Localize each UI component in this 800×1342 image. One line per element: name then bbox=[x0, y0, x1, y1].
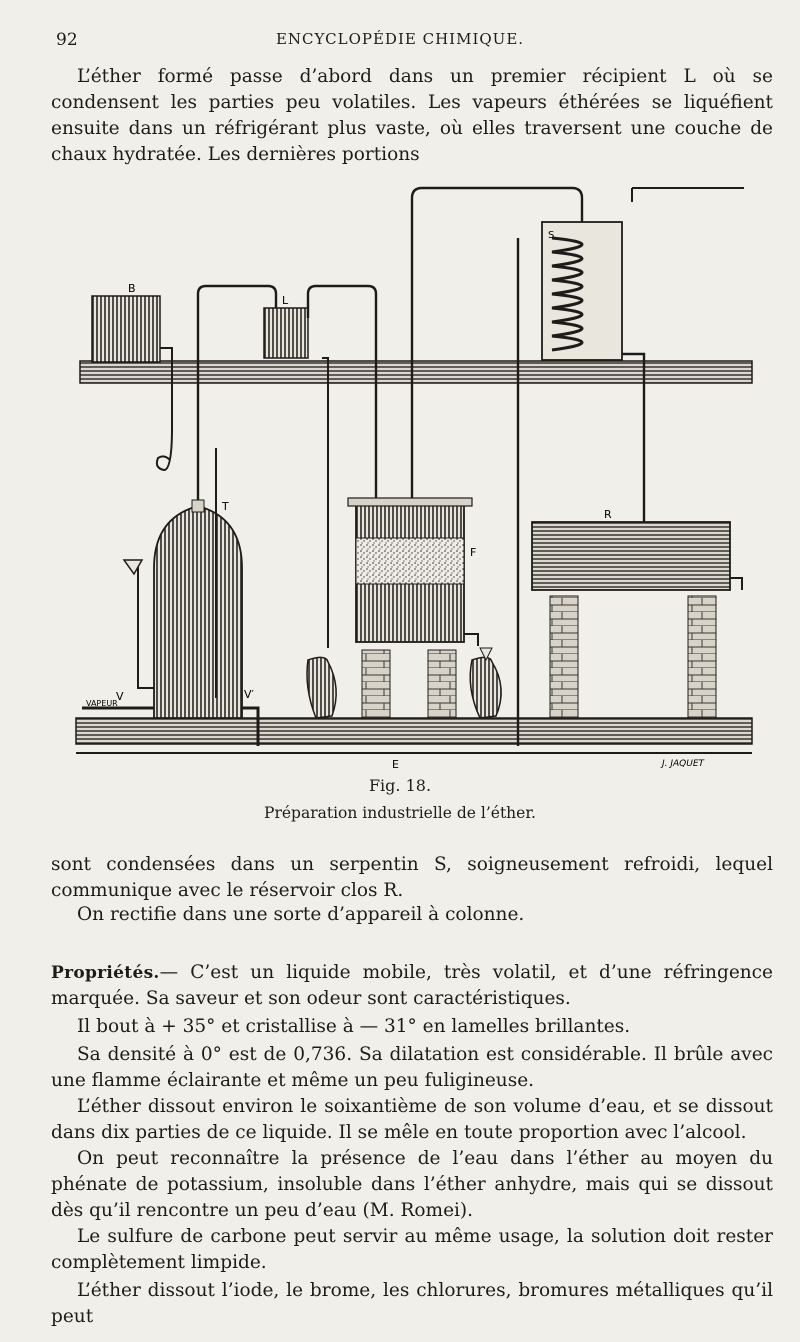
vessel-l bbox=[264, 308, 308, 358]
jug-right bbox=[470, 657, 501, 718]
paragraph-intro: L’éther formé passe d’abord dans un premier récipient L où se condensent les parties peu volatiles. Les vapeurs éthérées se liquéfient ensuite dans un réfrigérant plus vaste, où elles traversent une couche de chaux hydratée. Les dernières portions bbox=[51, 66, 773, 165]
label-vapeur: VAPEUR bbox=[86, 699, 118, 708]
label-f: F bbox=[470, 546, 477, 559]
funnel-pipe bbox=[130, 568, 154, 688]
paragraph-properties bbox=[51, 960, 773, 1012]
figure-illustration bbox=[72, 178, 762, 776]
brick-pier-4 bbox=[688, 596, 716, 718]
paragraph-phenate: On peut reconnaître la présence de l’eau dans l’éther au moyen du phénate de potassium, insoluble dans l’éther anhydre, mais qui se dissout dès qu’il rencontre un peu d’eau (M. Romei). bbox=[51, 1148, 773, 1221]
label-b: B bbox=[128, 282, 136, 295]
paragraph-solubility: L’éther dissout environ le soixantième de son volume d’eau, et se dissout dans dix parties de ce liquide. Il se mêle en toute proportion avec l’alcool. bbox=[51, 1096, 773, 1143]
running-head bbox=[0, 30, 800, 54]
label-v-prime: V′ bbox=[244, 688, 255, 701]
paragraph-density: Sa densité à 0° est de 0,736. Sa dilatation est considérable. Il brûle avec une flamme éclairante et même un peu fuligineuse. bbox=[51, 1044, 773, 1091]
label-s: S bbox=[548, 230, 555, 241]
apparatus-engraving bbox=[72, 178, 762, 776]
paragraph-carbon-sulfide: Le sulfure de carbone peut servir au même usage, la solution doit rester complètement limpide. bbox=[51, 1226, 773, 1273]
paragraph-boiling: Il bout à + 35° et cristallise à — 31° en lamelles brillantes. bbox=[77, 1016, 631, 1037]
label-e: E bbox=[392, 758, 399, 771]
brick-pier-2 bbox=[428, 650, 456, 718]
section-heading: Propriétés. bbox=[51, 963, 160, 983]
reservoir-tap bbox=[730, 578, 742, 590]
brick-pier-1 bbox=[362, 650, 390, 718]
label-l: L bbox=[282, 294, 289, 307]
engraver-signature: J. JAQUET bbox=[662, 759, 705, 769]
label-t: T bbox=[222, 500, 229, 513]
paragraph-rectify: On rectifie dans une sorte d’appareil à colonne. bbox=[77, 904, 525, 925]
lime-layer bbox=[356, 538, 464, 584]
refrigerant-lid bbox=[348, 498, 472, 506]
jug-left bbox=[307, 657, 336, 718]
label-r: R bbox=[604, 508, 612, 521]
figure-caption: Préparation industrielle de l’éther. bbox=[264, 804, 536, 822]
page-number: 92 bbox=[56, 30, 78, 50]
pipe-l-drain bbox=[322, 358, 328, 648]
properties-text: — C’est un liquide mobile, très volatil, et d’une réfringence marquée. Sa saveur et son odeur sont caractéristiques. bbox=[51, 962, 773, 1009]
boiler-cap bbox=[192, 500, 204, 512]
journal-title: ENCYCLOPÉDIE CHIMIQUE. bbox=[275, 30, 525, 48]
label-v: V bbox=[116, 690, 124, 703]
upper-shelf bbox=[80, 361, 752, 383]
brick-pier-3 bbox=[550, 596, 578, 718]
boiler-vessel bbox=[154, 506, 242, 718]
floor-base bbox=[76, 718, 752, 744]
tank-b bbox=[92, 296, 160, 362]
paragraph-iodine: L’éther dissout l’iode, le brome, les chlorures, bromures métalliques qu’il peut bbox=[51, 1280, 773, 1327]
refrigerant-tap bbox=[464, 634, 478, 646]
reservoir-r bbox=[532, 522, 730, 590]
funnel bbox=[124, 560, 142, 574]
figure-label: Fig. 18. bbox=[368, 776, 432, 795]
paragraph-condensed: sont condensées dans un serpentin S, soigneusement refroidi, lequel communique avec le réservoir clos R. bbox=[51, 854, 773, 901]
